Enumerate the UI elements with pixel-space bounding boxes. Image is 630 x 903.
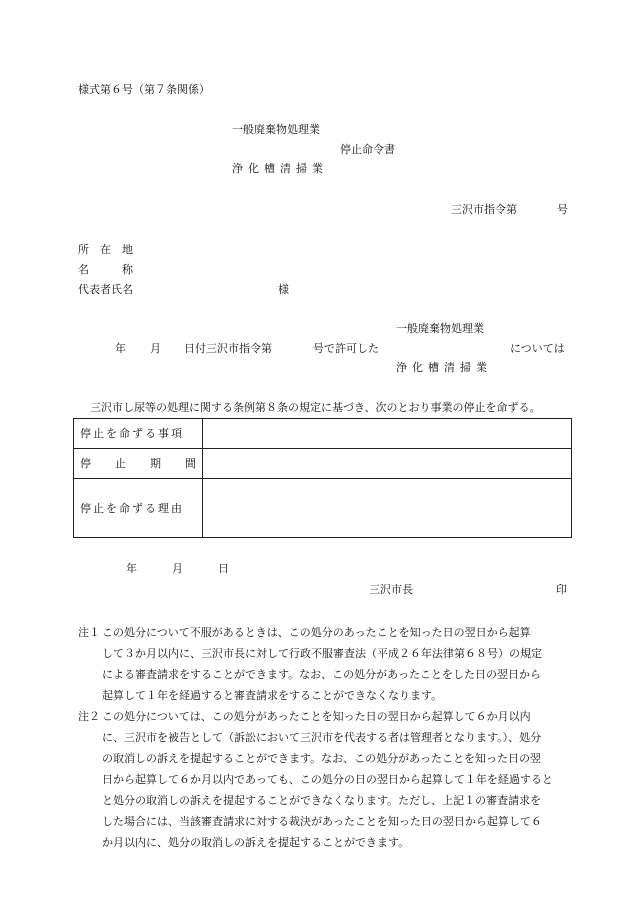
permit-date-text: 日付三沢市指令第 xyxy=(184,342,272,355)
issuer-seal: 印 xyxy=(556,583,567,596)
representative-label: 代表者氏名 xyxy=(78,283,133,296)
note-1: 注１ この処分について不服があるときは、この処分のあったことを知った日の翌日から起算 して３か月以内に、三沢市長に対して行政不服審査法（平成２６年法律第６８号）の規定 による審査請求をすることができます。なお、この処分があったことをした日の翌日から 起算して１年を経過すると審査請求をすることができなくなります。 xyxy=(78,626,542,702)
form-number: 様式第６号（第７条関係） xyxy=(78,83,210,96)
title-line1: 一般廃棄物処理業 xyxy=(232,123,320,136)
doc-number-prefix: 三沢市指令第 xyxy=(451,203,517,216)
honorific: 様 xyxy=(278,283,289,296)
address-label: 所 在 地 xyxy=(78,243,133,256)
issuer-name: 三沢市長 xyxy=(369,583,413,596)
doc-number-suffix: 号 xyxy=(557,203,568,216)
date-day: 日 xyxy=(218,562,229,575)
order-table xyxy=(73,418,572,538)
date-year: 年 xyxy=(126,562,137,575)
note-2: 注２ この処分については、この処分があったことを知った日の翌日から起算して６か月以内 に、三沢市を被告として（訴訟において三沢市を代表する者は管理者となります。）、処分 の取消しの訴えを提起することができます。なお、この処分があったことを知った日の翌 日から起算して６か月以内であっても、この処分の日の翌日から起算して１年を経過すると と処分の取消しの訴えを提起することができなくなります。ただし、上記１の審査請求を した場合には、当該審査請求に対する裁決があったことを知った日の翌日から起算して６ か月以内に、処分の取消しの訴えを提起することができます。 xyxy=(78,710,553,849)
table-row-label: 停 止 期 間 xyxy=(74,449,203,479)
notes xyxy=(78,622,572,853)
permit-year: 年 xyxy=(115,342,126,355)
table-row-value xyxy=(203,419,572,449)
permit-about: については xyxy=(510,342,565,355)
permit-month: 月 xyxy=(150,342,161,355)
name-label: 名 称 xyxy=(78,263,133,276)
table-row-value xyxy=(203,449,572,479)
title-line3: 浄化槽清掃業 xyxy=(232,162,328,175)
table-row-label: 停止を命ずる事項 xyxy=(74,419,203,449)
title-line2: 停止命令書 xyxy=(340,143,395,156)
permit-text: 号で許可した xyxy=(313,342,379,355)
table-row-label: 停止を命ずる理由 xyxy=(74,479,203,538)
permit-business1: 一般廃棄物処理業 xyxy=(396,322,484,335)
permit-business2: 浄化槽清掃業 xyxy=(396,361,492,374)
body-text: 三沢市し尿等の処理に関する条例第８条の規定に基づき、次のとおり事業の停止を命ずる。 xyxy=(90,401,541,414)
table-row-value xyxy=(203,479,572,538)
date-month: 月 xyxy=(172,562,183,575)
